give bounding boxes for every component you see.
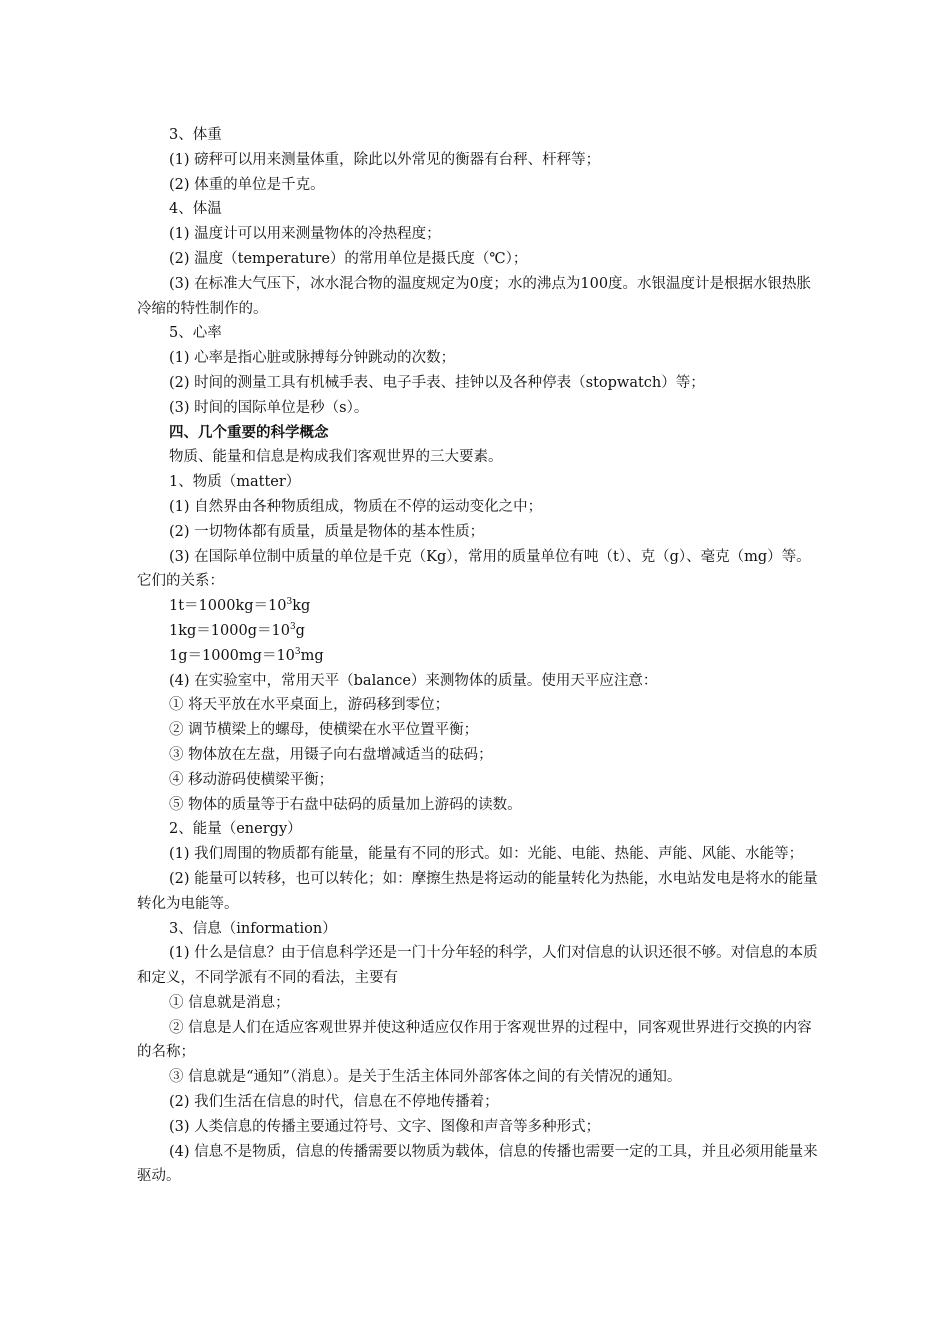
chapter-heading: 四、几个重要的科学概念	[169, 423, 329, 441]
paragraph: 物质、能量和信息是构成我们客观世界的三大要素。	[169, 449, 503, 466]
list-item: ② 信息是人们在适应客观世界并使这种适应仅作用于客观世界的过程中，同客观世界进行交换的内容的名称；	[137, 1019, 812, 1061]
formula: $1kg=1000g=10^3g$	[169, 622, 305, 639]
list-item: ① 将天平放在水平桌面上，游码移到零位；	[169, 697, 450, 714]
list-item: (3) 时间的国际单位是秒（s）。	[169, 399, 369, 416]
list-item: (1) 自然界由各种物质组成，物质在不停的运动变化之中；	[169, 498, 543, 515]
list-item: (2) 时间的测量工具有机械手表、电子手表、挂钟以及各种停表（stopwatch）等；	[169, 374, 705, 391]
list-item: (2) 我们生活在信息的时代，信息在不停地传播着；	[169, 1094, 499, 1111]
section-heading: 1、物质（matter）	[169, 474, 301, 491]
list-item: (2) 一切物体都有质量，质量是物体的基本性质；	[169, 523, 485, 540]
list-item: ③ 物体放在左盘，用镊子向右盘增减适当的砝码；	[169, 746, 493, 763]
list-item: (1) 我们周围的物质都有能量，能量有不同的形式。如：光能、电能、热能、声能、风能、水能等；	[169, 846, 804, 863]
list-item: (4) 信息不是物质，信息的传播需要以物质为载体，信息的传播也需要一定的工具，并且必须用能量来驱动。	[137, 1143, 818, 1185]
section-heading: 4、体温	[169, 201, 222, 218]
list-item: (2) 体重的单位是千克。	[169, 176, 325, 193]
list-item: (1) 心率是指心脏或脉搏每分钟跳动的次数；	[169, 350, 456, 367]
list-item: ⑤ 物体的质量等于右盘中砝码的质量加上游码的读数。	[169, 796, 522, 813]
list-item: (2) 能量可以转移，也可以转化；如：摩擦生热是将运动的能量转化为热能，水电站发电是将水的能量转化为电能等。	[137, 870, 818, 912]
formula: $1t=1000kg=10^3kg$	[169, 597, 311, 615]
section-heading: 5、心率	[169, 325, 222, 342]
list-item: (1) 温度计可以用来测量物体的冷热程度；	[169, 226, 441, 243]
list-item: (1) 磅秤可以用来测量体重，除此以外常见的衡器有台秤、杆秤等；	[169, 151, 601, 168]
list-item: ② 调节横梁上的螺母，使横梁在水平位置平衡；	[169, 722, 479, 739]
section-heading: 2、能量（energy）	[169, 821, 302, 838]
list-item: (3) 在国际单位制中质量的单位是千克（Kg），常用的质量单位有吨（t）、克（g）、毫克（mg）等。它们的关系：	[137, 548, 811, 590]
list-item: ④ 移动游码使横梁平衡；	[169, 771, 334, 788]
list-item: (1) 什么是信息？由于信息科学还是一门十分年轻的科学，人们对信息的认识还很不够。对信息的本质和定义，不同学派有不同的看法，主要有	[137, 945, 818, 987]
section-heading: 3、信息（information）	[169, 920, 337, 937]
list-item: (4) 在实验室中，常用天平（balance）来测物体的质量。使用天平应注意：	[169, 672, 658, 689]
list-item: ① 信息就是消息；	[169, 994, 290, 1011]
list-item: (3) 人类信息的传播主要通过符号、文字、图像和声音等多种形式；	[169, 1118, 601, 1135]
section-heading: 3、体重	[169, 127, 222, 143]
list-item: ③ 信息就是“通知”（消息）。是关于生活主体同外部客体之间的有关情况的通知。	[169, 1069, 682, 1086]
list-item: (3) 在标准大气压下，冰水混合物的温度规定为0度；水的沸点为100度。水银温度计是根据水银热胀冷缩的特性制作的。	[137, 275, 812, 317]
formula: $1g=1000mg=10^3mg$	[169, 646, 324, 664]
list-item: (2) 温度（temperature）的常用单位是摄氏度（℃）；	[169, 250, 528, 267]
